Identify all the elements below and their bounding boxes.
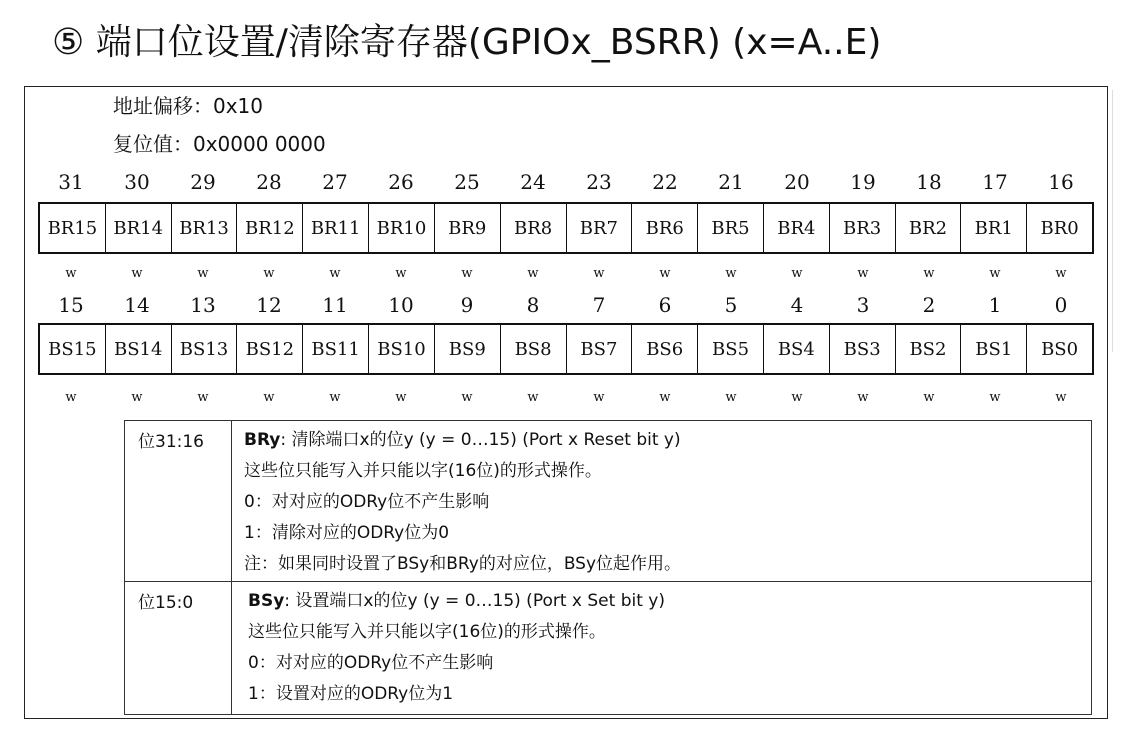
bit-description-table xyxy=(124,420,1092,715)
access-type: w xyxy=(923,390,935,405)
access-type: w xyxy=(527,390,539,405)
bit-number: 19 xyxy=(850,170,876,194)
access-type: w xyxy=(263,266,275,281)
bs-field: BS14 xyxy=(105,325,171,373)
bs-field: BS8 xyxy=(500,325,566,373)
access-type: w xyxy=(857,390,869,405)
br-field: BR4 xyxy=(763,204,829,252)
access-type: w xyxy=(197,390,209,405)
access-type: w xyxy=(1055,266,1067,281)
access-type: w xyxy=(263,390,275,405)
description-line: 0：对对应的ODRy位不产生影响 xyxy=(244,492,490,512)
bit-number: 10 xyxy=(388,293,414,317)
br-field: BR8 xyxy=(500,204,566,252)
bit-number: 21 xyxy=(718,170,744,194)
bit-number: 23 xyxy=(586,170,612,194)
access-type: w xyxy=(989,266,1001,281)
access-type: w xyxy=(395,266,407,281)
access-type: w xyxy=(659,390,671,405)
description-line: 1：设置对应的ODRy位为1 xyxy=(248,684,454,704)
bs-field: BS10 xyxy=(368,325,434,373)
br-field: BR2 xyxy=(895,204,961,252)
high-access-row xyxy=(38,266,1094,281)
br-field: BR12 xyxy=(236,204,302,252)
access-type: w xyxy=(461,390,473,405)
description-body xyxy=(232,421,1091,581)
access-type: w xyxy=(197,266,209,281)
bit-number: 16 xyxy=(1048,170,1074,194)
bit-number: 15 xyxy=(58,293,84,317)
bit-number: 0 xyxy=(1054,293,1068,317)
bit-number: 8 xyxy=(526,293,540,317)
br-field: BR6 xyxy=(631,204,697,252)
br-field: BR10 xyxy=(368,204,434,252)
bs-field: BS5 xyxy=(697,325,763,373)
description-heading xyxy=(244,425,1091,456)
bit-number: 20 xyxy=(784,170,810,194)
bit-number: 31 xyxy=(58,170,84,194)
bit-number: 12 xyxy=(256,293,282,317)
bit-number: 30 xyxy=(124,170,150,194)
access-type: w xyxy=(989,390,1001,405)
access-type: w xyxy=(395,390,407,405)
bit-number: 18 xyxy=(916,170,942,194)
br-field: BR11 xyxy=(302,204,368,252)
access-type: w xyxy=(725,266,737,281)
bit-number: 3 xyxy=(856,293,870,317)
bs-field: BS4 xyxy=(763,325,829,373)
access-type: w xyxy=(461,266,473,281)
bit-number: 13 xyxy=(190,293,216,317)
access-type: w xyxy=(791,390,803,405)
bit-number: 2 xyxy=(922,293,936,317)
bit-number: 27 xyxy=(322,170,348,194)
low-access-row xyxy=(38,390,1094,405)
bs-field: BS0 xyxy=(1026,325,1092,373)
heading-text: : 设置端口x的位y (y = 0…15) (Port x Set bit y) xyxy=(284,591,665,611)
br-register-row xyxy=(38,202,1094,254)
bs-field: BS3 xyxy=(829,325,895,373)
bit-number: 17 xyxy=(982,170,1008,194)
br-field: BR13 xyxy=(171,204,237,252)
bit-number: 24 xyxy=(520,170,546,194)
bs-field: BS2 xyxy=(895,325,961,373)
access-type: w xyxy=(593,390,605,405)
bit-number: 1 xyxy=(988,293,1002,317)
description-line: 注：如果同时设置了BSy和BRy的对应位，BSy位起作用。 xyxy=(244,554,682,574)
br-field: BR5 xyxy=(697,204,763,252)
access-type: w xyxy=(329,390,341,405)
br-field: BR9 xyxy=(434,204,500,252)
access-type: w xyxy=(1055,390,1067,405)
br-field: BR15 xyxy=(47,217,98,239)
description-heading xyxy=(248,586,1091,617)
br-field: BR0 xyxy=(1026,204,1092,252)
bs-field: BS1 xyxy=(960,325,1026,373)
bit-number: 7 xyxy=(592,293,606,317)
access-type: w xyxy=(791,266,803,281)
low-bit-numbers xyxy=(38,293,1094,317)
access-type: w xyxy=(131,390,143,405)
br-field: BR14 xyxy=(105,204,171,252)
high-bit-numbers xyxy=(38,170,1094,194)
br-field: BR7 xyxy=(566,204,632,252)
access-type: w xyxy=(131,266,143,281)
bit-number: 25 xyxy=(454,170,480,194)
address-offset: 地址偏移：0x10 xyxy=(113,94,264,118)
description-body xyxy=(232,582,1091,714)
page-title: ⑤ 端口位设置/清除寄存器(GPIOx_BSRR) (x=A..E) xyxy=(52,22,882,63)
bs-field: BS9 xyxy=(434,325,500,373)
bit-number: 9 xyxy=(460,293,474,317)
field-name: BRy xyxy=(244,430,281,450)
bs-register-row xyxy=(38,323,1094,375)
access-type: w xyxy=(923,266,935,281)
description-row-bs xyxy=(125,581,1091,714)
bs-field: BS6 xyxy=(631,325,697,373)
br-field: BR1 xyxy=(960,204,1026,252)
access-type: w xyxy=(527,266,539,281)
description-line: 0：对对应的ODRy位不产生影响 xyxy=(248,653,494,673)
heading-text: : 清除端口x的位y (y = 0…15) (Port x Reset bit y) xyxy=(280,430,681,450)
bit-number: 28 xyxy=(256,170,282,194)
bit-number: 14 xyxy=(124,293,150,317)
bit-number: 22 xyxy=(652,170,678,194)
access-type: w xyxy=(593,266,605,281)
description-row-br xyxy=(125,421,1091,581)
bit-number: 5 xyxy=(724,293,738,317)
bit-number: 11 xyxy=(322,293,348,317)
bit-number: 26 xyxy=(388,170,414,194)
description-line: 这些位只能写入并只能以字(16位)的形式操作。 xyxy=(244,461,602,481)
field-name: BSy xyxy=(248,591,285,611)
bs-field: BS7 xyxy=(566,325,632,373)
br-field: BR3 xyxy=(829,204,895,252)
bit-number: 6 xyxy=(658,293,672,317)
bs-field: BS12 xyxy=(236,325,302,373)
adjacent-panel-edge xyxy=(1112,90,1124,352)
access-type: w xyxy=(329,266,341,281)
access-type: w xyxy=(659,266,671,281)
access-type: w xyxy=(65,266,77,281)
bit-range-label: 位31:16 xyxy=(125,421,232,581)
bit-number: 29 xyxy=(190,170,216,194)
access-type: w xyxy=(857,266,869,281)
bit-number: 4 xyxy=(790,293,804,317)
description-line: 1：清除对应的ODRy位为0 xyxy=(244,523,450,543)
bs-field: BS15 xyxy=(48,338,97,360)
bit-range-label: 位15:0 xyxy=(125,582,232,714)
reset-value: 复位值：0x0000 0000 xyxy=(113,132,326,156)
access-type: w xyxy=(725,390,737,405)
bs-field: BS11 xyxy=(302,325,368,373)
description-line: 这些位只能写入并只能以字(16位)的形式操作。 xyxy=(248,622,606,642)
access-type: w xyxy=(65,390,77,405)
bs-field: BS13 xyxy=(171,325,237,373)
